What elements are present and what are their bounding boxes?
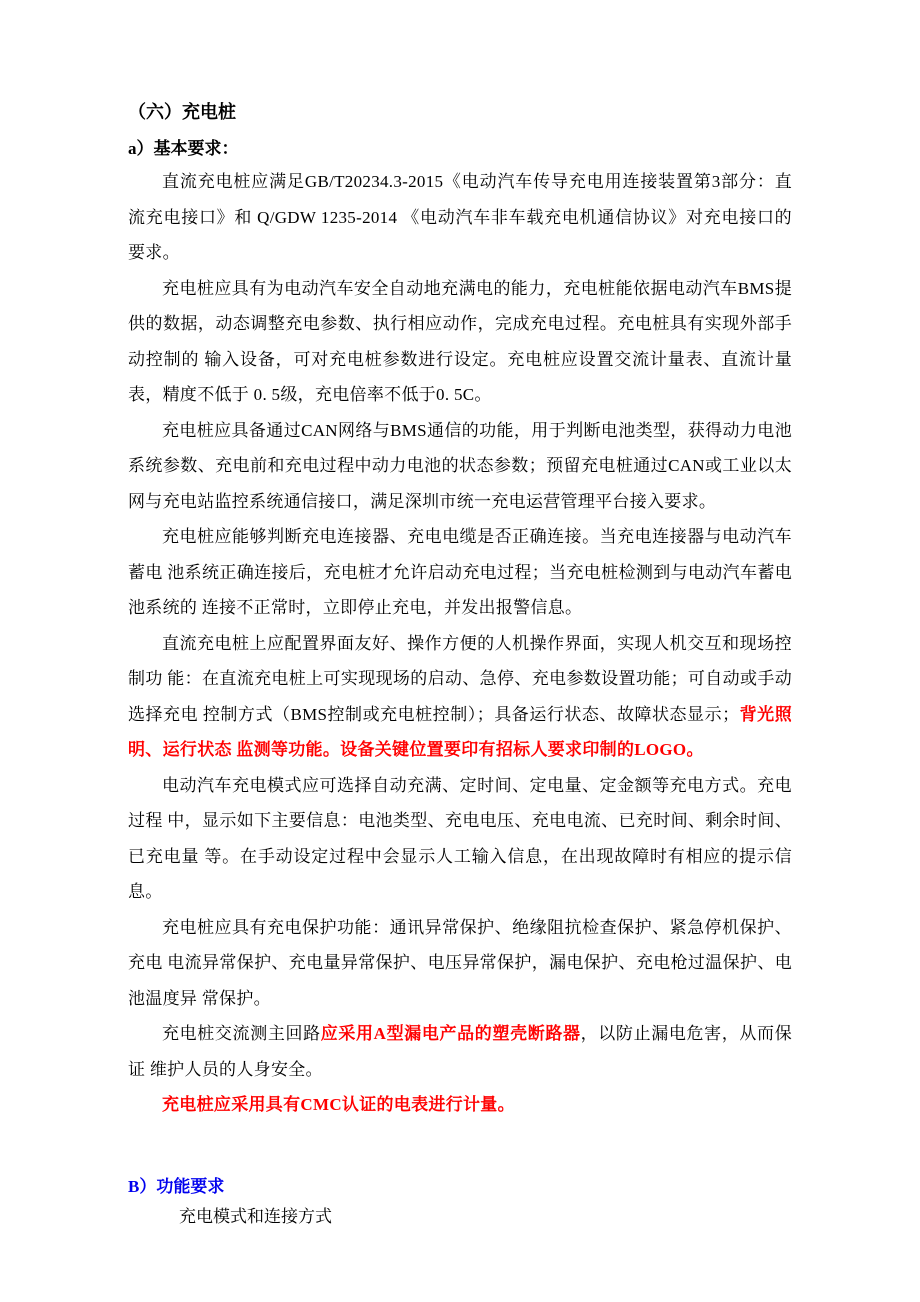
- paragraph: [128, 626, 792, 768]
- paragraph: [128, 1016, 792, 1087]
- emphasized-text-run: 充电桩应采用具有CMC认证的电表进行计量。: [162, 1095, 515, 1114]
- paragraph: [128, 413, 792, 520]
- text-run: 直流充电桩上应配置界面友好、操作方便的人机操作界面，实现人机交互和现场控制功 能：在直流充电桩上可实现现场的启动、急停、充电参数设置功能；可自动或手动选择充电 控制方式（BMS控制或充电桩控制）；具备运行状态、故障状态显示；: [128, 633, 792, 724]
- text-run: 电动汽车充电模式应可选择自动充满、定时间、定电量、定金额等充电方式。充电过程 中，显示如下主要信息：电池类型、充电电压、充电电流、已充时间、剩余时间、已充电量 等。在手动设定过程中会显示人工输入信息，在出现故障时有相应的提示信息。: [128, 775, 792, 901]
- subsection-a-heading: a）基本要求：: [128, 139, 239, 158]
- text-run: 充电桩应具有为电动汽车安全自动地充满电的能力，充电桩能依据电动汽车BMS提供的数据，动态调整充电参数、执行相应动作，完成充电过程。充电桩具有实现外部手动控制的 输入设备，可对充电桩参数进行设定。充电桩应设置交流计量表、直流计量表，精度不低于 0. 5级，充电倍率不低于0. 5C。: [128, 278, 792, 404]
- text-run: 直流充电桩应满足GB/T20234.3-2015《电动汽车传导充电用连接装置第3部分：直 流充电接口》和 Q/GDW 1235-2014 《电动汽车非车载充电机通信协议》对充电接口的要求。: [128, 172, 792, 262]
- paragraph-list: [128, 164, 792, 1123]
- text-run: 充电桩交流测主回路: [162, 1024, 321, 1043]
- paragraph: [128, 768, 792, 910]
- closing-line: 充电模式和连接方式: [179, 1206, 332, 1226]
- text-run: 充电桩应具备通过CAN网络与BMS通信的功能，用于判断电池类型，获得动力电池系统参数、充电前和充电过程中动力电池的状态参数；预留充电桩通过CAN或工业以太网与充电站监控系统通信接口，满足深圳市统一充电运营管理平台接入要求。: [128, 420, 792, 511]
- emphasized-text-run: 应采用A型漏电产品的塑壳断路器: [320, 1024, 581, 1043]
- section-heading: （六）充电桩: [128, 102, 236, 122]
- text-run: 充电桩应具有充电保护功能：通讯异常保护、绝缘阻抗检查保护、紧急停机保护、充电 电流异常保护、充电量异常保护、电压异常保护，漏电保护、充电枪过温保护、电池温度异 常保护。: [128, 917, 792, 1008]
- emphasized-text-run: 背光照明、运行状态 监测等功能。设备关键位置要印有招标人要求印制的LOGO。: [128, 704, 792, 759]
- paragraph: [128, 271, 792, 413]
- text-run: 充电桩应能够判断充电连接器、充电电缆是否正确连接。当充电连接器与电动汽车蓄电 池系统正确连接后，充电桩才允许启动充电过程；当充电桩检测到与电动汽车蓄电池系统的 连接不正常时，立即停止充电，并发出报警信息。: [128, 527, 792, 617]
- paragraph: [128, 1087, 792, 1123]
- paragraph: [128, 519, 792, 626]
- text-run: ，以防止漏电危害，从而保证 维护人员的人身安全。: [128, 1024, 792, 1079]
- paragraph: [128, 910, 792, 1017]
- paragraph: [128, 164, 792, 271]
- subsection-b-heading: B）功能要求: [128, 1176, 225, 1196]
- document-content: [128, 100, 792, 1230]
